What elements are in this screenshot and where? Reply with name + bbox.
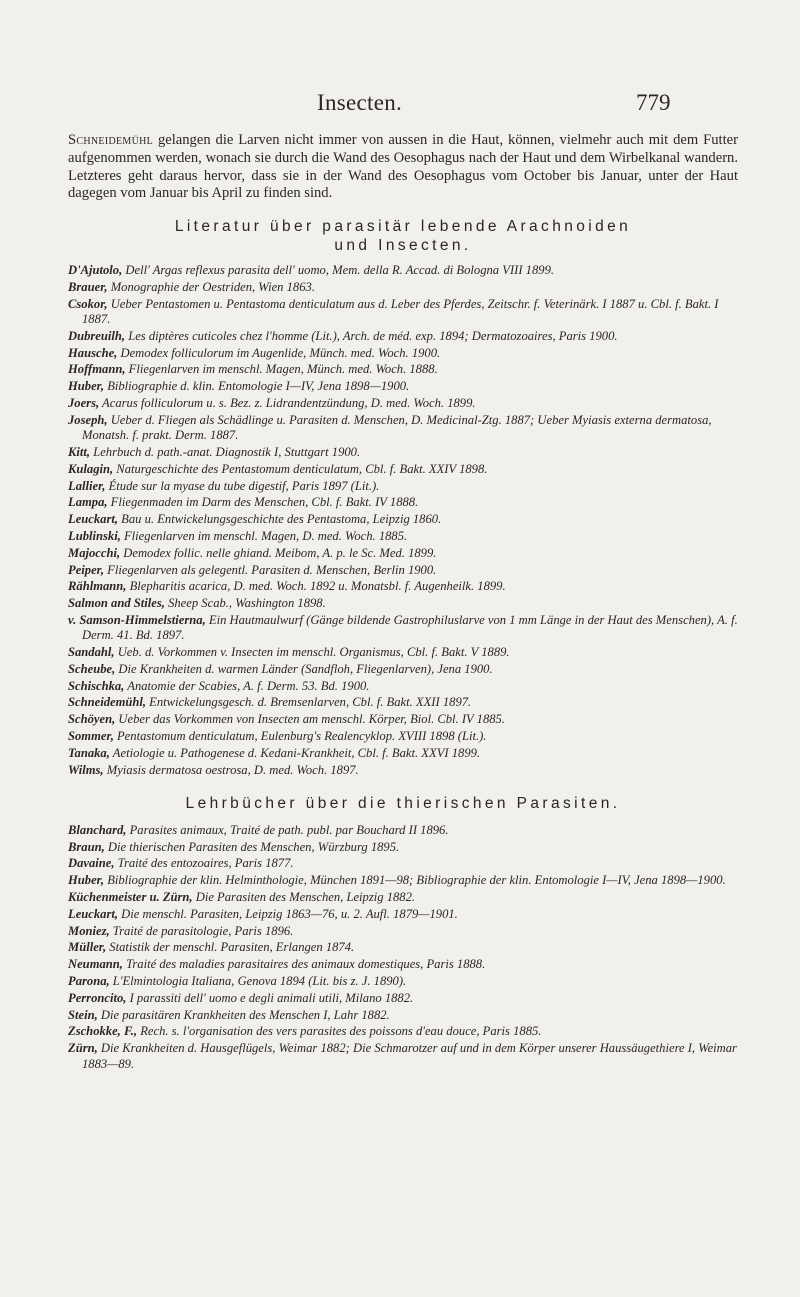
reference-text: Bibliographie der klin. Helminthologie, München 1891—98; Bibliographie der klin. Entomologie I—IV, Jena 1898—1900. <box>104 873 726 888</box>
textbook-reference-list <box>68 823 738 1072</box>
reference-text: Traité des entozoaires, Paris 1877. <box>114 856 294 871</box>
reference-text: Fliegenlarven als gelegentl. Parasiten d. Menschen, Berlin 1900. <box>104 562 437 577</box>
reference-entry <box>68 840 738 855</box>
reference-author: Huber, <box>68 873 105 888</box>
reference-text: Pentastomum denticulatum, Eulenburg's Realencyklop. XVIII 1898 (Lit.). <box>113 729 487 743</box>
reference-text: Étude sur la myase du tube digestif, Paris 1897 (Lit.). <box>105 478 380 493</box>
reference-entry <box>68 263 738 278</box>
reference-author: Davaine, <box>68 856 115 871</box>
reference-author: Parona, <box>68 974 110 989</box>
reference-entry <box>68 662 738 677</box>
reference-text: Les diptères cuticoles chez l'homme (Lit.), Arch. de méd. exp. 1894; Dermatozoaires, Paris 1900. <box>125 328 618 343</box>
reference-text: Die menschl. Parasiten, Leipzig 1863—76, u. 2. Aufl. 1879—1901. <box>118 906 458 921</box>
reference-text: Demodex folliculorum im Augenlide, Münch. med. Woch. 1900. <box>117 345 441 360</box>
heading-line-1: Literatur über parasitär lebende Arachnoiden <box>174 218 632 236</box>
reference-text: Die Krankheiten d. warmen Länder (Sandfloh, Fliegenlarven), Jena 1900. <box>115 661 493 676</box>
running-title: Insecten. <box>317 90 403 115</box>
reference-entry <box>68 712 738 727</box>
reference-text: Anatomie der Scabies, A. f. Derm. 53. Bd. 1900. <box>124 678 370 693</box>
reference-text: Bibliographie d. klin. Entomologie I—IV, Jena 1898—1900. <box>104 379 410 394</box>
reference-text: Dell' Argas reflexus parasita dell' uomo, Mem. della R. Accad. di Bologna VIII 1899. <box>122 263 555 278</box>
reference-author: Hoffmann, <box>68 362 126 377</box>
literature-reference-list <box>68 263 738 778</box>
reference-text: Monographie der Oestriden, Wien 1863. <box>107 279 315 294</box>
reference-text: Die thierischen Parasiten des Menschen, Würzburg 1895. <box>104 839 400 854</box>
reference-author: Lallier, <box>68 478 106 493</box>
reference-entry <box>68 991 738 1006</box>
intro-paragraph <box>68 132 738 203</box>
reference-entry <box>68 645 738 660</box>
reference-text: Statistik der menschl. Parasiten, Erlangen 1874. <box>106 940 355 955</box>
reference-entry <box>68 529 738 544</box>
reference-text: Naturgeschichte des Pentastomum denticulatum, Cbl. f. Bakt. XXIV 1898. <box>113 461 488 476</box>
reference-author: Kitt, <box>68 444 91 459</box>
reference-author: Schöyen, <box>68 712 116 727</box>
reference-author: Perroncito, <box>68 990 127 1005</box>
reference-text: Die parasitären Krankheiten des Menschen I, Lahr 1882. <box>97 1007 390 1022</box>
reference-text: Rech. s. l'organisation des vers parasites des poissons d'eau douce, Paris 1885. <box>137 1024 542 1039</box>
reference-author: Leuckart, <box>68 906 119 921</box>
reference-author: Hausche, <box>68 345 118 360</box>
intro-author: Schneidemühl <box>68 132 154 148</box>
reference-text: Ueb. d. Vorkommen v. Insecten im menschl. Organismus, Cbl. f. Bakt. V 1889. <box>114 645 510 660</box>
page-body <box>68 132 738 1073</box>
reference-entry <box>68 297 738 328</box>
reference-text: Traité des maladies parasitaires des animaux domestiques, Paris 1888. <box>122 957 486 972</box>
section-heading-textbooks: Lehrbücher über die thierischen Parasiten. <box>185 794 621 812</box>
reference-entry <box>68 1041 738 1072</box>
reference-author: Stein, <box>68 1007 98 1022</box>
reference-text: Blepharitis acarica, D. med. Woch. 1892 u. Monatsbl. f. Augenheilk. 1899. <box>126 579 506 594</box>
reference-text: Lehrbuch d. path.-anat. Diagnostik I, Stuttgart 1900. <box>90 444 361 459</box>
reference-author: v. Samson-Himmelstierna, <box>68 612 206 627</box>
reference-entry <box>68 329 738 344</box>
reference-author: Sommer, <box>68 729 114 743</box>
reference-author: Lublinski, <box>68 528 121 543</box>
reference-entry <box>68 479 738 494</box>
reference-text: Demodex follic. nelle ghiand. Meibom, A. p. le Sc. Med. 1899. <box>120 545 437 560</box>
reference-author: Wilms, <box>68 762 104 777</box>
reference-entry <box>68 907 738 922</box>
reference-author: Zschokke, F., <box>68 1024 138 1039</box>
reference-author: Schischka, <box>68 678 125 693</box>
reference-text: Traité de parasitologie, Paris 1896. <box>109 923 294 938</box>
reference-entry <box>68 924 738 939</box>
reference-author: Kulagin, <box>68 461 114 476</box>
reference-entry <box>68 546 738 561</box>
reference-author: Rählmann, <box>68 579 127 594</box>
reference-text: Aetiologie u. Pathogenese d. Kedani-Krankheit, Cbl. f. Bakt. XXVI 1899. <box>109 745 481 760</box>
reference-author: Joers, <box>68 396 100 411</box>
reference-text: Ueber das Vorkommen von Insecten am menschl. Körper, Biol. Cbl. IV 1885. <box>115 712 505 727</box>
reference-author: Leuckart, <box>68 512 119 527</box>
heading-line-2: und Insecten. <box>334 237 472 255</box>
reference-text: Ueber d. Fliegen als Schädlinge u. Parasiten d. Menschen, D. Medicinal-Ztg. 1887; Ueber Myiasis externa dermatosa, Monatsh. f. prakt. Derm. 1887. <box>82 412 712 443</box>
reference-entry <box>68 462 738 477</box>
reference-entry <box>68 1008 738 1023</box>
reference-author: Blanchard, <box>68 822 127 837</box>
reference-text: Entwickelungsgesch. d. Bremsenlarven, Cbl. f. Bakt. XXII 1897. <box>146 695 472 710</box>
reference-text: Fliegenlarven im menschl. Magen, D. med. Woch. 1885. <box>120 528 408 543</box>
reference-author: Peiper, <box>68 562 105 577</box>
reference-author: Lampa, <box>68 495 108 510</box>
reference-entry <box>68 413 738 444</box>
reference-author: Huber, <box>68 379 105 394</box>
reference-author: Moniez, <box>68 923 110 938</box>
reference-entry <box>68 596 738 611</box>
reference-entry <box>68 974 738 989</box>
reference-entry <box>68 379 738 394</box>
reference-text: Die Parasiten des Menschen, Leipzig 1882. <box>192 890 416 905</box>
reference-text: L'Elmintologia Italiana, Genova 1894 (Lit. bis z. J. 1890). <box>109 974 407 989</box>
reference-text: Fliegenlarven im menschl. Magen, Münch. med. Woch. 1888. <box>125 362 438 377</box>
reference-author: Küchenmeister u. Zürn, <box>68 890 193 905</box>
reference-entry <box>68 746 738 761</box>
reference-text: Ueber Pentastomen u. Pentastoma denticulatum aus d. Leber des Pferdes, Zeitschr. f. Veterinärk. I 1887 u. Cbl. f. Bakt. I 1887. <box>82 296 719 327</box>
reference-entry <box>68 445 738 460</box>
reference-author: D'Ajutolo, <box>68 263 123 278</box>
reference-author: Brauer, <box>68 279 108 294</box>
reference-author: Schneidemühl, <box>68 695 147 710</box>
reference-entry <box>68 679 738 694</box>
reference-entry <box>68 613 738 644</box>
reference-entry <box>68 940 738 955</box>
reference-entry <box>68 856 738 871</box>
reference-entry <box>68 1024 738 1039</box>
reference-author: Tanaka, <box>68 745 110 760</box>
section-heading-literature <box>68 217 738 255</box>
reference-text: Die Krankheiten d. Hausgeflügels, Weimar 1882; Die Schmarotzer auf und in dem Körper unserer Haussäugethiere I, Weimar 1883—89. <box>82 1041 737 1071</box>
reference-text: Bau u. Entwickelungsgeschichte des Pentastoma, Leipzig 1860. <box>118 512 442 527</box>
reference-author: Zürn, <box>68 1041 98 1056</box>
reference-author: Joseph, <box>68 412 108 427</box>
reference-author: Dubreuilh, <box>68 328 126 343</box>
reference-author: Salmon and Stiles, <box>68 596 165 611</box>
reference-entry <box>68 763 738 778</box>
intro-text: gelangen die Larven nicht immer von aussen in die Haut, können, vielmehr auch mit dem Futter aufgenommen werden, wonach sie durch die Wand des Oesophagus nach der Haut und dem Wirbelkanal wandern. Letzteres geht daraus hervor, dass sie in der Wand des Oesophagus vom October bis Januar, unter der Haut dagegen vom Januar bis April zu finden sind. <box>68 132 738 202</box>
reference-entry <box>68 346 738 361</box>
page-number: 779 <box>636 90 671 115</box>
reference-author: Sandahl, <box>68 645 115 660</box>
reference-text: Fliegenmaden im Darm des Menschen, Cbl. f. Bakt. IV 1888. <box>107 495 419 510</box>
reference-entry <box>68 890 738 905</box>
reference-author: Neumann, <box>68 957 123 972</box>
reference-author: Scheube, <box>68 661 116 676</box>
reference-author: Braun, <box>68 839 105 854</box>
reference-text: Myiasis dermatosa oestrosa, D. med. Woch. 1897. <box>103 762 359 777</box>
reference-text: Sheep Scab., Washington 1898. <box>164 596 326 611</box>
reference-entry <box>68 873 738 888</box>
reference-entry <box>68 362 738 377</box>
reference-entry <box>68 563 738 578</box>
reference-entry <box>68 396 738 411</box>
reference-entry <box>68 495 738 510</box>
reference-entry <box>68 823 738 838</box>
reference-entry <box>68 695 738 710</box>
reference-text: I parassiti dell' uomo e degli animali utili, Milano 1882. <box>126 990 414 1005</box>
reference-author: Müller, <box>68 940 107 955</box>
reference-text: Acarus folliculorum u. s. Bez. z. Lidrandentzündung, D. med. Woch. 1899. <box>99 396 476 411</box>
page-header <box>0 90 800 120</box>
reference-entry <box>68 957 738 972</box>
reference-entry <box>68 579 738 594</box>
reference-author: Csokor, <box>68 296 108 311</box>
reference-entry <box>68 729 738 744</box>
reference-text: Ein Hautmaulwurf (Gänge bildende Gastrophiluslarve von 1 mm Länge in der Haut des Menschen), A. f. Derm. 41. Bd. 1897. <box>82 612 738 643</box>
reference-text: Parasites animaux, Traité de path. publ. par Bouchard II 1896. <box>126 822 449 837</box>
reference-author: Majocchi, <box>68 545 121 560</box>
reference-entry <box>68 280 738 295</box>
reference-entry <box>68 512 738 527</box>
